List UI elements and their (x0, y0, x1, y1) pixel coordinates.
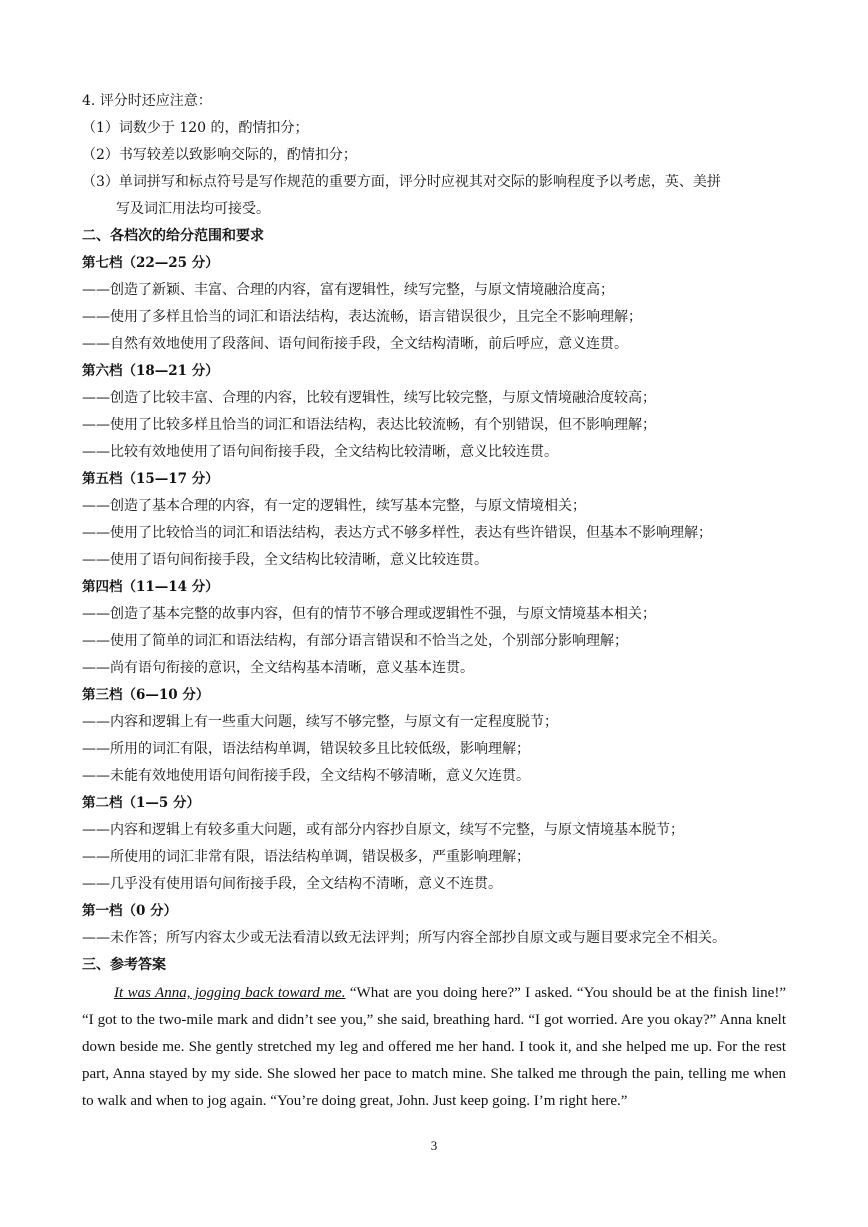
criterion-line: ——内容和逻辑上有较多重大问题，或有部分内容抄自原文，续写不完整，与原文情境基本脱节； (82, 822, 684, 838)
note-item-3: （3）单词拼写和标点符号是写作规范的重要方面，评分时应视其对交际的影响程度予以考虑，英、美拼 (82, 174, 721, 190)
criterion-line: ——未能有效地使用语句间衔接手段，全文结构不够清晰，意义欠连贯。 (82, 768, 530, 784)
tier-5 (82, 466, 786, 574)
criterion-line: ——内容和逻辑上有一些重大问题，续写不够完整，与原文有一定程度脱节； (82, 714, 558, 730)
tier-2 (82, 790, 786, 898)
tier-label: 第一档（0 分） (82, 903, 178, 919)
criterion-line: ——使用了多样且恰当的词汇和语法结构，表达流畅，语言错误很少，且完全不影响理解； (82, 309, 642, 325)
criterion-line: ——使用了比较恰当的词汇和语法结构，表达方式不够多样性，表达有些许错误，但基本不影响理解； (82, 525, 712, 541)
given-first-sentence: It was Anna, jogging back toward me. (114, 985, 346, 1001)
tier-label: 第六档（18—21 分） (82, 363, 219, 379)
page-number: 3 (430, 1138, 438, 1153)
notes-heading: 4. 评分时还应注意： (82, 93, 212, 109)
criterion-line: ——自然有效地使用了段落间、语句间衔接手段，全文结构清晰，前后呼应，意义连贯。 (82, 336, 628, 352)
tier-label: 第七档（22—25 分） (82, 255, 219, 271)
section-3-title: 三、参考答案 (82, 957, 166, 973)
tier-label: 第五档（15—17 分） (82, 471, 219, 487)
criterion-line: ——所使用的词汇非常有限，语法结构单调，错误极多，严重影响理解； (82, 849, 530, 865)
criterion-line: ——创造了基本完整的故事内容，但有的情节不够合理或逻辑性不强，与原文情境基本相关； (82, 606, 656, 622)
criterion-line: ——创造了基本合理的内容，有一定的逻辑性，续写基本完整，与原文情境相关； (82, 498, 586, 514)
note-item-2: （2）书写较差以致影响交际的，酌情扣分； (82, 147, 357, 163)
note-item-3-continued: 写及词汇用法均可接受。 (116, 201, 270, 217)
tier-label: 第四档（11—14 分） (82, 579, 219, 595)
criterion-line: ——创造了比较丰富、合理的内容，比较有逻辑性，续写比较完整，与原文情境融洽度较高； (82, 390, 656, 406)
tier-label: 第二档（1—5 分） (82, 795, 200, 811)
tier-6 (82, 358, 786, 466)
criterion-line: ——创造了新颖、丰富、合理的内容，富有逻辑性，续写完整，与原文情境融洽度高； (82, 282, 614, 298)
criterion-line: ——尚有语句衔接的意识，全文结构基本清晰，意义基本连贯。 (82, 660, 474, 676)
criterion-line: ——使用了语句间衔接手段，全文结构比较清晰，意义比较连贯。 (82, 552, 488, 568)
tier-7 (82, 250, 786, 358)
answer-text: “What are you doing here?” I asked. “You should be at the finish line!” “I got to the two-mile mark and didn’t see you,” she said, breathing hard. “I got worried. Are you okay?” Anna knelt down beside me. She gently stretched my leg and offered me her hand. I took it, and she helped me up. For the rest part, Anna stayed by my side. She slowed her pace to match mine. She talked me through the pain, telling me when to walk and when to jog again. “You’re doing great, John. Just keep going. I’m right here.” (82, 985, 786, 1109)
criterion-line: ——所用的词汇有限，语法结构单调，错误较多且比较低级，影响理解； (82, 741, 530, 757)
section-2-title: 二、各档次的给分范围和要求 (82, 228, 264, 244)
criterion-line: ——使用了简单的词汇和语法结构，有部分语言错误和不恰当之处，个别部分影响理解； (82, 633, 628, 649)
tier-1 (82, 898, 786, 952)
criterion-line: ——使用了比较多样且恰当的词汇和语法结构，表达比较流畅，有个别错误，但不影响理解； (82, 417, 656, 433)
page-content (82, 88, 786, 1115)
criterion-line: ——几乎没有使用语句间衔接手段，全文结构不清晰，意义不连贯。 (82, 876, 502, 892)
tier-label: 第三档（6—10 分） (82, 687, 210, 703)
reference-answer-paragraph (82, 980, 786, 1115)
note-item-1: （1）词数少于 120 的，酌情扣分； (82, 120, 309, 136)
tier-4 (82, 574, 786, 682)
criterion-line: ——比较有效地使用了语句间衔接手段，全文结构比较清晰，意义比较连贯。 (82, 444, 558, 460)
criterion-line: ——未作答；所写内容太少或无法看清以致无法评判；所写内容全部抄自原文或与题目要求完全不相关。 (82, 930, 726, 946)
tier-3 (82, 682, 786, 790)
